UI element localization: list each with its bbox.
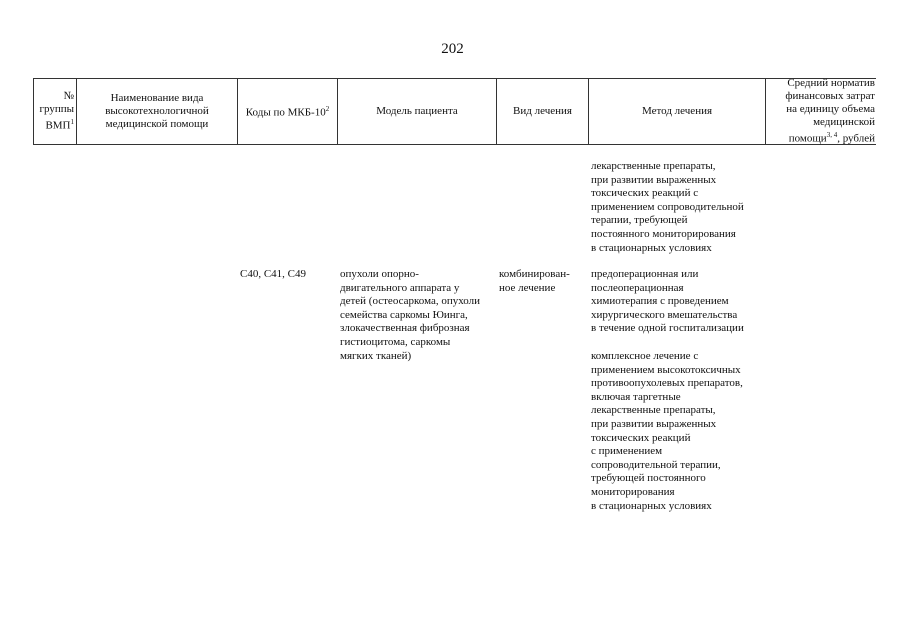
header-cost-norm-footnote: 3, 4 [826,130,838,139]
header-care-type-name [77,78,237,144]
header-care-type-name-text: Наименование вида высокотехнологичной медицинской помощи [105,91,209,130]
header-treatment-type [497,78,588,144]
patient-model-cell: опухоли опорно- двигательного аппарата у детей (остеосаркома, опухоли семейства саркомы Юинга, злокачественная фиброзная гистиоцитома, саркомы мягких тканей) [340,268,481,362]
header-icd-codes [238,78,337,144]
header-treatment-method [589,78,765,144]
header-patient-model-text: Модель пациента [376,104,458,117]
table-header-bottom-border [33,144,876,145]
header-cost-norm-text: Средний норматив финансовых затрат на единицу объема медицинской помощи [785,76,875,145]
header-treatment-type-text: Вид лечения [513,104,572,117]
header-group-number [34,78,74,144]
header-cost-norm-unit: , рублей [837,132,875,145]
treatment-method-cell: предоперационная или послеоперационная химиотерапия с проведением хирургического вмешательства в течение одной госпитализации [591,268,744,335]
header-icd-codes-text: Коды по МКБ-10 [245,106,326,119]
treatment-method-cell: комплексное лечение с применением высокотоксичных противоопухолевых препаратов, включая таргетные лекарственные препараты, при развитии выраженных токсических реакций с применением сопроводительной терапии, требующей постоянного мониторирования в стационарных условиях [591,350,743,512]
icd-codes-cell: C40, C41, C49 [240,268,307,280]
treatment-method-continuation: лекарственные препараты, при развитии выраженных токсических реакций с применением сопроводительной терапии, требующей постоянного мониторирования в стационарных условиях [591,160,744,254]
page-number: 202 [441,41,464,57]
header-cost-norm [766,78,875,144]
header-group-number-text: № группы ВМП [39,89,74,132]
treatment-type-cell: комбинирован- ное лечение [499,268,570,294]
header-icd-codes-footnote: 2 [325,104,330,113]
header-group-number-footnote: 1 [70,117,74,126]
header-patient-model [338,78,496,144]
header-treatment-method-text: Метод лечения [641,104,713,117]
